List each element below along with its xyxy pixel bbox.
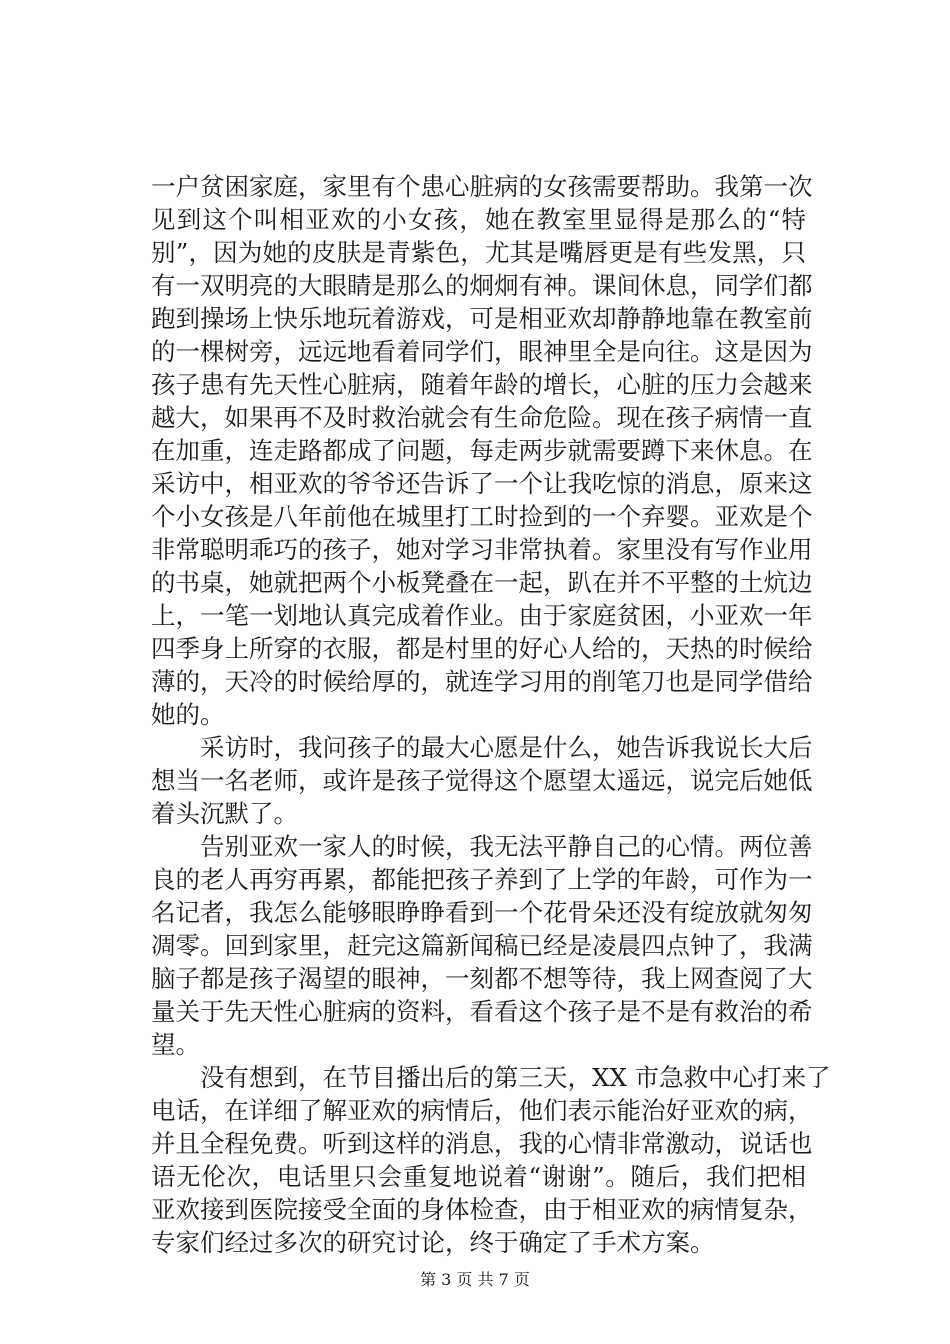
text-line: 望。 (151, 1030, 200, 1059)
text-line: 告别亚欢一家人的时候，我无法平静自己的心情。两位善 (151, 832, 813, 861)
text-line: 薄的，天冷的时候给厚的，就连学习用的削笔刀也是同学借给 (151, 667, 813, 696)
text-line: 采访时，我问孩子的最大心愿是什么，她告诉我说长大后 (151, 733, 813, 762)
text-line: 名记者，我怎么能够眼睁睁看到一个花骨朵还没有绽放就匆匆 (151, 898, 813, 927)
text-line: 并且全程免费。听到这样的消息，我的心情非常激动，说话也 (151, 1129, 813, 1158)
text-line: 没有想到，在节目播出后的第三天，XX 市急救中心打来了 (151, 1063, 831, 1092)
text-line: 孩子患有先天性心脏病，随着年龄的增长，心脏的压力会越来 (151, 370, 813, 399)
document-body (151, 170, 831, 1259)
text-line: 四季身上所穿的衣服，都是村里的好心人给的，天热的时候给 (151, 634, 813, 663)
text-line: 电话，在详细了解亚欢的病情后，他们表示能治好亚欢的病， (151, 1096, 813, 1125)
text-line: 着头沉默了。 (151, 799, 298, 828)
text-line: 别”，因为她的皮肤是青紫色，尤其是嘴唇更是有些发黑，只 (151, 238, 806, 267)
text-line: 非常聪明乖巧的孩子，她对学习非常执着。家里没有写作业用 (151, 535, 813, 564)
text-line: 脑子都是孩子渴望的眼神，一刻都不想等待，我上网查阅了大 (151, 964, 813, 993)
text-line: 一户贫困家庭，家里有个患心脏病的女孩需要帮助。我第一次 (151, 172, 813, 201)
text-line: 想当一名老师，或许是孩子觉得这个愿望太遥远，说完后她低 (151, 766, 813, 795)
text-line: 量关于先天性心脏病的资料，看看这个孩子是不是有救治的希 (151, 997, 813, 1026)
text-line: 跑到操场上快乐地玩着游戏，可是相亚欢却静静地靠在教室前 (151, 304, 813, 333)
text-line: 良的老人再穷再累，都能把孩子养到了上学的年龄，可作为一 (151, 865, 813, 894)
text-line: 亚欢接到医院接受全面的身体检查，由于相亚欢的病情复杂， (151, 1195, 813, 1224)
text-line: 上，一笔一划地认真完成着作业。由于家庭贫困，小亚欢一年 (151, 601, 813, 630)
text-line: 在加重，连走路都成了问题，每走两步就需要蹲下来休息。在 (151, 436, 813, 465)
text-line: 的一棵树旁，远远地看着同学们，眼神里全是向往。这是因为 (151, 337, 813, 366)
text-line: 凋零。回到家里，赶完这篇新闻稿已经是凌晨四点钟了，我满 (151, 931, 813, 960)
page-footer: 第 3 页 共 7 页 (420, 1270, 530, 1289)
text-line: 她的。 (151, 700, 225, 729)
text-line: 个小女孩是八年前他在城里打工时捡到的一个弃婴。亚欢是个 (151, 502, 813, 531)
text-line: 有一双明亮的大眼睛是那么的炯炯有神。课间休息，同学们都 (151, 271, 813, 300)
text-line: 越大，如果再不及时救治就会有生命危险。现在孩子病情一直 (151, 403, 813, 432)
text-line: 专家们经过多次的研究讨论，终于确定了手术方案。 (151, 1228, 715, 1257)
text-line: 见到这个叫相亚欢的小女孩，她在教室里显得是那么的“特 (151, 205, 806, 234)
text-line: 语无伦次，电话里只会重复地说着“谢谢”。随后，我们把相 (151, 1162, 806, 1191)
text-line: 的书桌，她就把两个小板凳叠在一起，趴在并不平整的土炕边 (151, 568, 813, 597)
text-line: 采访中，相亚欢的爷爷还告诉了一个让我吃惊的消息，原来这 (151, 469, 813, 498)
